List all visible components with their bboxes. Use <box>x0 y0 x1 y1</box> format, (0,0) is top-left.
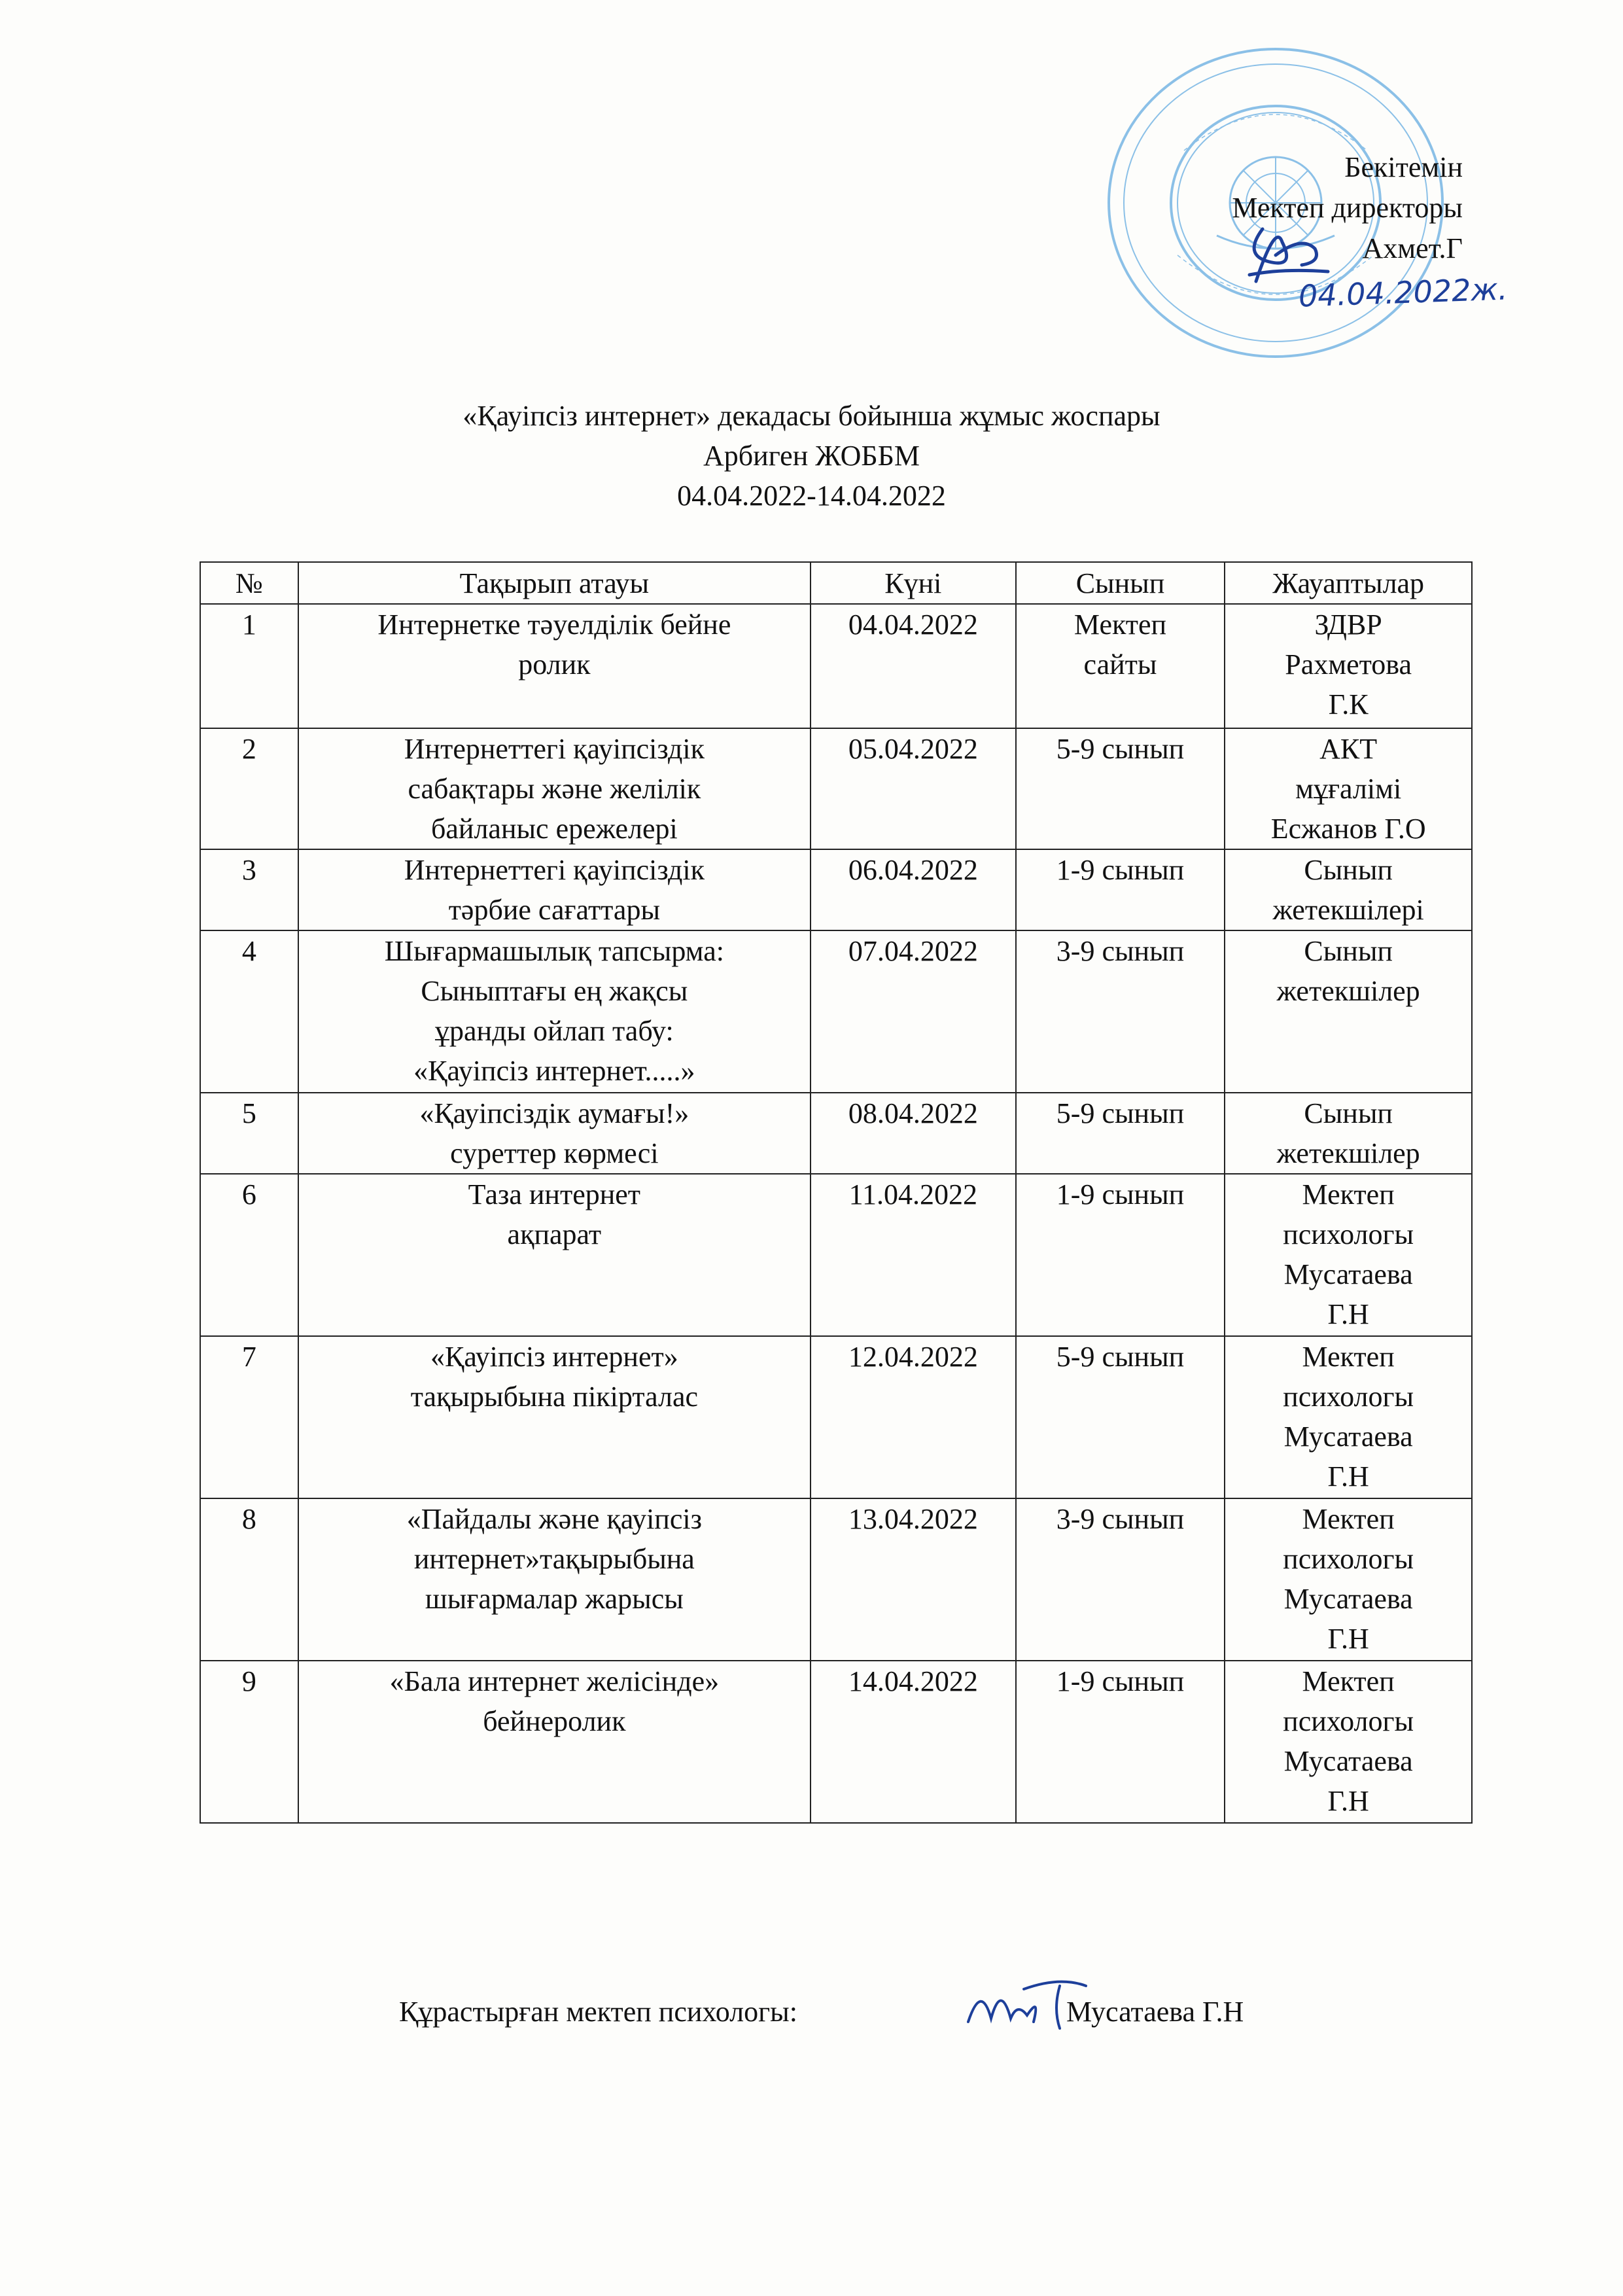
cell-topic <box>298 604 811 728</box>
cell-grade <box>1016 604 1225 728</box>
table-row <box>200 1174 1472 1336</box>
cell-responsible-line: Г.Н <box>1327 1623 1369 1655</box>
cell-grade <box>1016 849 1225 930</box>
cell-topic-line: интернет»тақырыбына <box>413 1543 695 1575</box>
cell-number: 3 <box>200 849 298 930</box>
cell-topic-line: «Пайдалы және қауіпсіз <box>406 1503 702 1535</box>
cell-grade-line: 3-9 сынып <box>1056 935 1185 967</box>
cell-topic-line: Интернеттегі қауіпсіздік <box>404 854 705 886</box>
cell-topic-line: Шығармашылық тапсырма: <box>384 935 724 967</box>
title-main: «Қауіпсіз интернет» декадасы бойынша жұмыс жоспары <box>462 400 1161 432</box>
cell-grade <box>1016 1093 1225 1174</box>
cell-topic-line: шығармалар жарысы <box>425 1583 684 1615</box>
cell-responsible <box>1225 1174 1472 1336</box>
cell-responsible <box>1225 1336 1472 1498</box>
cell-responsible-line: Мусатаева <box>1283 1258 1413 1290</box>
cell-date: 14.04.2022 <box>811 1661 1016 1823</box>
table-row <box>200 604 1472 728</box>
cell-responsible-line: жетекшілері <box>1272 894 1424 926</box>
cell-responsible-line: Г.Н <box>1327 1298 1369 1330</box>
cell-topic-line: тақырыбына пікірталас <box>410 1381 699 1413</box>
cell-responsible-line: психологы <box>1283 1381 1414 1413</box>
cell-topic-line: байланыс ережелері <box>431 813 678 845</box>
cell-responsible-line: жетекшілер <box>1276 975 1420 1007</box>
title-period: 04.04.2022-14.04.2022 <box>677 480 946 512</box>
cell-topic-line: Интернетке тәуелділік бейне <box>377 609 731 641</box>
cell-topic-line: «Бала интернет желісінде» <box>389 1665 720 1697</box>
cell-number: 6 <box>200 1174 298 1336</box>
cell-grade <box>1016 728 1225 849</box>
cell-date: 13.04.2022 <box>811 1498 1016 1661</box>
cell-number: 5 <box>200 1093 298 1174</box>
cell-responsible-line: жетекшілер <box>1276 1137 1420 1169</box>
cell-date: 07.04.2022 <box>811 930 1016 1093</box>
cell-responsible-line: психологы <box>1283 1543 1414 1575</box>
cell-responsible-line: Мектеп <box>1302 1665 1395 1697</box>
table-header-row <box>200 562 1472 604</box>
director-name: Ахмет.Г <box>1362 232 1463 264</box>
plan-table <box>200 561 1473 1824</box>
cell-grade-line: 1-9 сынып <box>1056 1178 1185 1210</box>
cell-responsible <box>1225 1661 1472 1823</box>
cell-topic <box>298 849 811 930</box>
cell-date: 05.04.2022 <box>811 728 1016 849</box>
cell-number: 2 <box>200 728 298 849</box>
cell-responsible-line: Мектеп <box>1302 1503 1395 1535</box>
cell-topic <box>298 1498 811 1661</box>
cell-grade-line: 1-9 сынып <box>1056 854 1185 886</box>
col-header-date: Күні <box>811 562 1016 604</box>
cell-grade <box>1016 1661 1225 1823</box>
cell-date: 12.04.2022 <box>811 1336 1016 1498</box>
cell-responsible-line: АКТ <box>1319 733 1378 765</box>
cell-date: 04.04.2022 <box>811 604 1016 728</box>
table-row <box>200 1661 1472 1823</box>
compiler-name: Мусатаева Г.Н <box>1066 1996 1244 2028</box>
compiler-label: Құрастырған мектеп психологы: <box>399 1996 797 2028</box>
cell-responsible-line: Сынып <box>1304 1097 1393 1129</box>
cell-responsible-line: мұғалімі <box>1295 773 1402 805</box>
table-row <box>200 1498 1472 1661</box>
cell-topic-line: сабақтары және желілік <box>408 773 701 805</box>
cell-date: 11.04.2022 <box>811 1174 1016 1336</box>
cell-topic-line: ұранды ойлап табу: <box>435 1015 674 1047</box>
cell-number: 7 <box>200 1336 298 1498</box>
cell-grade-line: 1-9 сынып <box>1056 1665 1185 1697</box>
cell-topic-line: «Қауіпсіздік аумағы!» <box>419 1097 689 1129</box>
cell-responsible <box>1225 604 1472 728</box>
cell-grade-line: 5-9 сынып <box>1056 1341 1185 1373</box>
cell-topic <box>298 1336 811 1498</box>
approval-date-handwritten: 04.04.2022ж. <box>1298 271 1509 314</box>
cell-grade-line: 5-9 сынып <box>1056 1097 1185 1129</box>
cell-responsible-line: психологы <box>1283 1705 1414 1737</box>
cell-grade <box>1016 930 1225 1093</box>
cell-number: 1 <box>200 604 298 728</box>
director-title: Мектеп директоры <box>1232 192 1463 224</box>
table-row <box>200 728 1472 849</box>
cell-responsible-line: Мусатаева <box>1283 1421 1413 1453</box>
cell-topic-line: «Қауіпсіз интернет.....» <box>413 1055 695 1087</box>
cell-responsible-line: Мусатаева <box>1283 1583 1413 1615</box>
col-header-number: № <box>200 562 298 604</box>
cell-topic <box>298 930 811 1093</box>
table-row <box>200 1336 1472 1498</box>
approval-block <box>1232 147 1463 269</box>
cell-responsible <box>1225 728 1472 849</box>
cell-responsible-line: Г.Н <box>1327 1460 1369 1492</box>
cell-responsible-line: Рахметова <box>1285 648 1412 680</box>
cell-topic <box>298 1661 811 1823</box>
cell-topic <box>298 1174 811 1336</box>
cell-date: 06.04.2022 <box>811 849 1016 930</box>
cell-grade-line: 5-9 сынып <box>1056 733 1185 765</box>
title-school: Арбиген ЖОББМ <box>703 440 920 472</box>
cell-responsible-line: ЗДВР <box>1314 609 1382 641</box>
cell-number: 9 <box>200 1661 298 1823</box>
cell-responsible-line: Мектеп <box>1302 1178 1395 1210</box>
cell-topic-line: ролик <box>518 648 591 680</box>
approval-label: Бекітемін <box>1344 151 1463 183</box>
cell-responsible-line: Есжанов Г.О <box>1270 813 1426 845</box>
col-header-topic: Тақырып атауы <box>298 562 811 604</box>
cell-grade <box>1016 1336 1225 1498</box>
cell-responsible-line: Сынып <box>1304 854 1393 886</box>
col-header-responsible: Жауаптылар <box>1225 562 1472 604</box>
cell-responsible-line: Г.Н <box>1327 1785 1369 1817</box>
cell-topic-line: бейнеролик <box>483 1705 626 1737</box>
cell-grade <box>1016 1498 1225 1661</box>
col-header-grade: Сынып <box>1016 562 1225 604</box>
cell-date: 08.04.2022 <box>811 1093 1016 1174</box>
cell-responsible-line: Мектеп <box>1302 1341 1395 1373</box>
cell-number: 4 <box>200 930 298 1093</box>
cell-grade-line: 3-9 сынып <box>1056 1503 1185 1535</box>
footer <box>399 1992 1244 2032</box>
table-row <box>200 849 1472 930</box>
cell-topic-line: Интернеттегі қауіпсіздік <box>404 733 705 765</box>
table-row <box>200 930 1472 1093</box>
cell-topic <box>298 1093 811 1174</box>
cell-responsible <box>1225 849 1472 930</box>
cell-topic-line: «Қауіпсіз интернет» <box>430 1341 678 1373</box>
cell-responsible <box>1225 1093 1472 1174</box>
cell-number: 8 <box>200 1498 298 1661</box>
cell-grade-line: Мектеп <box>1073 609 1167 641</box>
cell-responsible-line: Сынып <box>1304 935 1393 967</box>
psychologist-signature <box>962 1969 1092 2041</box>
table-row <box>200 1093 1472 1174</box>
cell-topic-line: тәрбие сағаттары <box>448 894 661 926</box>
cell-responsible <box>1225 1498 1472 1661</box>
cell-responsible-line: Мусатаева <box>1283 1745 1413 1777</box>
cell-responsible <box>1225 930 1472 1093</box>
cell-responsible-line: психологы <box>1283 1218 1414 1250</box>
cell-grade-line: сайты <box>1083 648 1157 680</box>
cell-topic-line: суреттер көрмесі <box>450 1137 659 1169</box>
cell-topic <box>298 728 811 849</box>
cell-topic-line: Таза интернет <box>468 1178 641 1210</box>
cell-responsible-line: Г.К <box>1328 688 1369 720</box>
document-title <box>0 396 1623 516</box>
cell-topic-line: Сыныптағы ең жақсы <box>421 975 688 1007</box>
cell-topic-line: ақпарат <box>507 1218 602 1250</box>
cell-grade <box>1016 1174 1225 1336</box>
